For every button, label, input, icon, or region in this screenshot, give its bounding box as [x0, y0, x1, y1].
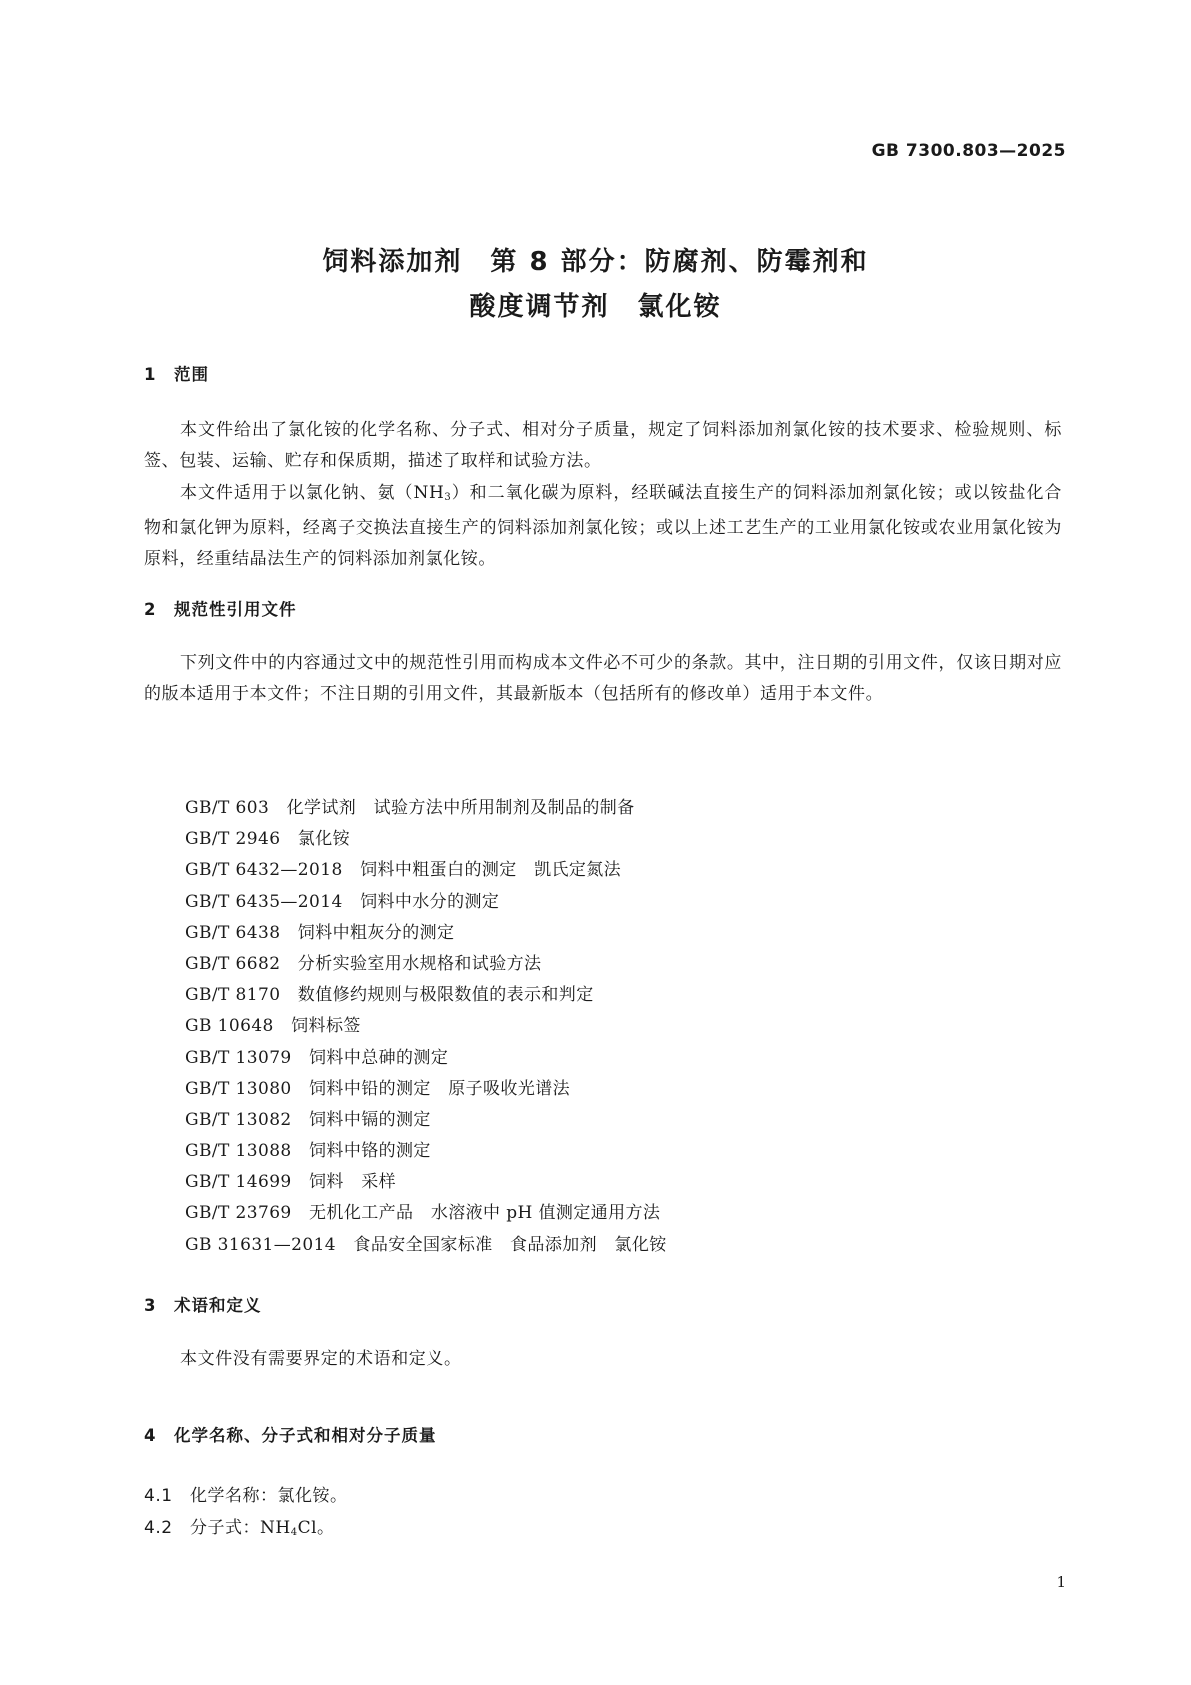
reference-item: GB/T 13079 饲料中总砷的测定	[185, 1047, 449, 1068]
clause-text: 分子式：$NH_4Cl$。	[190, 1518, 335, 1538]
reference-item: GB/T 13088 饲料中铬的测定	[185, 1141, 431, 1162]
reference-item: GB/T 6432—2018 饲料中粗蛋白的测定 凯氏定氮法	[185, 860, 622, 881]
reference-item: GB/T 603 化学试剂 试验方法中所用制剂及制品的制备	[185, 798, 635, 818]
clause-4-1	[144, 1481, 348, 1506]
section-1-paragraph-2: 本文件适用于以氯化钠、氨$(NH_3)$和二氧化碳为原料，经联碱法直接生产的饲料添加剂氯化铵；或以铵盐化合物和氯化钾为原料，经离子交换法直接生产的饲料添加剂氯化铵；或以上述工艺生产的工业用氯化铵或农业用氯化铵为原料，经重结晶法生产的饲料添加剂氯化铵。	[144, 483, 1062, 569]
clause-number: 4.1	[144, 1486, 173, 1506]
reference-item: GB/T 8170 数值修约规则与极限数值的表示和判定	[185, 985, 594, 1006]
reference-item: GB/T 13082 饲料中镉的测定	[185, 1109, 431, 1130]
section-title: 规范性引用文件	[174, 600, 297, 619]
reference-item: GB 31631—2014 食品安全国家标准 食品添加剂 氯化铵	[185, 1234, 667, 1255]
section-number: 4	[144, 1426, 157, 1445]
reference-item: GB/T 23769 无机化工产品 水溶液中 pH 值测定通用方法	[185, 1203, 661, 1224]
reference-item: GB/T 13080 饲料中铅的测定 原子吸收光谱法	[185, 1078, 571, 1099]
clause-text: 化学名称：氯化铵。	[190, 1486, 348, 1506]
section-number: 1	[144, 365, 157, 384]
reference-item: GB/T 6435—2014 饲料中水分的测定	[185, 891, 500, 912]
section-title: 化学名称、分子式和相对分子质量	[174, 1426, 437, 1445]
reference-item: GB 10648 饲料标签	[185, 1016, 361, 1037]
section-number: 2	[144, 600, 157, 619]
section-number: 3	[144, 1296, 157, 1315]
title-line-2: 酸度调节剂 氯化铵	[469, 292, 722, 322]
reference-item: GB/T 6438 饲料中粗灰分的测定	[185, 922, 455, 943]
clause-4-2	[144, 1513, 335, 1538]
reference-item: GB/T 2946 氯化铵	[185, 829, 351, 850]
section-title: 范围	[174, 365, 209, 384]
reference-item: GB/T 6682 分析实验室用水规格和试验方法	[185, 953, 542, 974]
document-code: GB 7300.803—2025	[871, 141, 1066, 161]
title-line-1: 饲料添加剂 第 8 部分：防腐剂、防霉剂和	[322, 247, 869, 277]
section-4-heading	[144, 1422, 437, 1446]
section-1-heading	[144, 361, 209, 385]
normative-references-list	[185, 793, 667, 1261]
section-3-heading	[144, 1292, 262, 1316]
section-title: 术语和定义	[174, 1296, 262, 1315]
section-3-paragraph-1: 本文件没有需要界定的术语和定义。	[180, 1349, 462, 1369]
section-2-heading	[144, 596, 297, 620]
section-2-paragraph-1: 下列文件中的内容通过文中的规范性引用而构成本文件必不可少的条款。其中，注日期的引用文件，仅该日期对应的版本适用于本文件；不注日期的引用文件，其最新版本（包括所有的修改单）适用于本文件。	[144, 653, 1062, 704]
reference-item: GB/T 14699 饲料 采样	[185, 1172, 397, 1193]
section-1-paragraph-1: 本文件给出了氯化铵的化学名称、分子式、相对分子质量，规定了饲料添加剂氯化铵的技术要求、检验规则、标签、包装、运输、贮存和保质期，描述了取样和试验方法。	[144, 420, 1062, 471]
page-number: 1	[1056, 1573, 1066, 1591]
document-title	[0, 240, 1191, 330]
clause-number: 4.2	[144, 1518, 173, 1538]
